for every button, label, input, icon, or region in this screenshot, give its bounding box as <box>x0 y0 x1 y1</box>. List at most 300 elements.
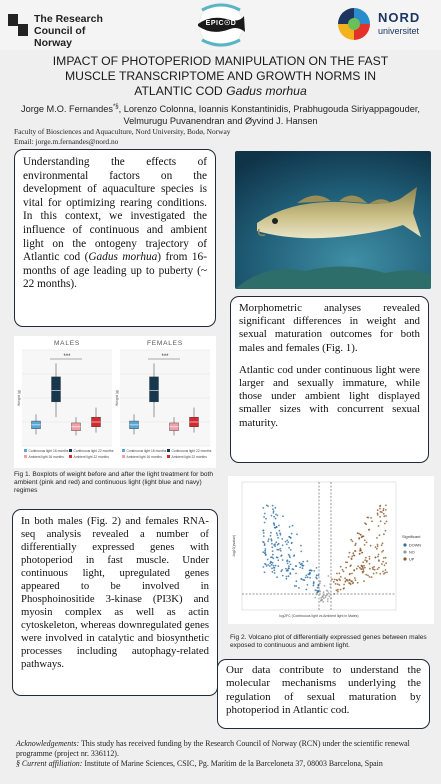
nord-sphere-icon <box>334 6 374 42</box>
fig2-gene-point <box>276 556 278 558</box>
fig2-gene-point <box>336 580 338 582</box>
fig2-gene-point <box>357 565 359 567</box>
fig2-gene-point <box>379 505 381 507</box>
title-line2: MUSCLE TRANSCRIPTOME AND GROWTH NORMS IN <box>64 69 377 83</box>
fig2-gene-point <box>327 594 329 596</box>
fig2-gene-point <box>385 515 387 517</box>
fig2-gene-point <box>359 553 361 555</box>
fig2-gene-point <box>276 532 278 534</box>
fig2-gene-point <box>280 550 282 552</box>
fig1-box <box>52 377 61 402</box>
fig1-ylabel: Weight (g) <box>115 389 119 407</box>
fig2-gene-point <box>362 572 364 574</box>
fig2-gene-point <box>316 578 318 580</box>
fig2-gene-point <box>272 508 274 510</box>
fig2-gene-point <box>381 563 383 565</box>
fig2-gene-point <box>386 572 388 574</box>
fig2-gene-point <box>336 573 338 575</box>
fig2-gene-point <box>340 576 342 578</box>
fig2-gene-point <box>373 573 375 575</box>
fig2-gene-point <box>377 509 379 511</box>
fig2-gene-point <box>384 564 386 566</box>
fig2-gene-point <box>286 560 288 562</box>
fig2-gene-point <box>300 551 302 553</box>
nord-logo-name: NORD <box>378 10 421 25</box>
fig2-gene-point <box>286 543 288 545</box>
fig2-gene-point <box>369 556 371 558</box>
fig2-gene-point <box>289 573 291 575</box>
fig2-gene-point <box>263 535 265 537</box>
fig2-caption: Fig 2. Volcano plot of differentially expressed genes between males exposed to continuous and ambient light. <box>230 634 427 649</box>
fig2-gene-point <box>311 570 313 572</box>
fig1-legend-swatch <box>167 449 170 452</box>
fig2-gene-point <box>371 576 373 578</box>
fig2-gene-point <box>351 556 353 558</box>
fig2-gene-point <box>369 576 371 578</box>
fig2-gene-point <box>273 512 275 514</box>
fig2-gene-point <box>377 544 379 546</box>
fig2-gene-point <box>313 585 315 587</box>
fig2-gene-point <box>377 545 379 547</box>
fig2-gene-point <box>363 565 365 567</box>
fig2-gene-point <box>273 510 275 512</box>
fig2-gene-point <box>273 516 275 518</box>
morph-para2: Atlantic cod under continuous light were larger and sexually immature, while those under ambient light displayed smaller sizes with concurrent sexual maturity. <box>239 363 420 429</box>
fig2-volcano <box>228 476 434 624</box>
fig2-gene-point <box>273 565 275 567</box>
fig2-gene-point <box>280 534 282 536</box>
fig2-gene-point <box>366 561 368 563</box>
fig2-gene-point <box>267 540 269 542</box>
fig2-gene-point <box>274 507 276 509</box>
rcn-mark-icon <box>6 12 30 38</box>
fig2-xlabel: log2FC (Continuous light vs Ambient light in Males) <box>279 614 359 618</box>
fig2-gene-point <box>369 563 371 565</box>
fig2-gene-point <box>385 569 387 571</box>
fig2-gene-point <box>323 597 325 599</box>
conclusion-box <box>217 659 430 729</box>
fig2-gene-point <box>282 575 284 577</box>
research-council-logo <box>6 10 116 49</box>
current-affiliation-label: § Current affiliation: <box>16 759 83 768</box>
fig2-gene-point <box>271 547 273 549</box>
fig2-gene-point <box>358 533 360 535</box>
fig2-gene-point <box>289 557 291 559</box>
fig2-gene-point <box>318 574 320 576</box>
fig2-gene-point <box>340 566 342 568</box>
fig2-gene-point <box>373 566 375 568</box>
fig2-gene-point <box>307 584 309 586</box>
fig2-gene-point <box>386 521 388 523</box>
fig2-gene-point <box>262 551 264 553</box>
fig2-gene-point <box>334 593 336 595</box>
fig2-gene-point <box>278 525 280 527</box>
fig2-gene-point <box>272 571 274 573</box>
title-line3: ATLANTIC COD <box>134 84 227 98</box>
fig2-gene-point <box>351 580 353 582</box>
fig1-ylabel: Weight (g) <box>17 389 21 407</box>
fig2-gene-point <box>377 514 379 516</box>
fig2-gene-point <box>321 599 323 601</box>
fig2-gene-point <box>308 573 310 575</box>
fig2-gene-point <box>288 575 290 577</box>
fig2-gene-point <box>325 595 327 597</box>
fig2-gene-point <box>271 543 273 545</box>
conclusion-text: Our data contribute to understand the molecular mechanisms underlying the regulation of sexual maturation by photoperiod in Atlantic cod. <box>226 664 421 717</box>
fig2-gene-point <box>364 539 366 541</box>
fig2-gene-point <box>265 518 267 520</box>
fig2-gene-point <box>301 563 303 565</box>
fig2-gene-point <box>385 509 387 511</box>
title-species: Gadus morhua <box>226 84 307 98</box>
morph-para1: Morphometric analyses revealed significant differences in weight and sexual maturation outcomes for both males and females (Fig. 1). <box>239 302 420 354</box>
fig1-legend-swatch <box>24 455 27 458</box>
rnaseq-box <box>12 509 218 696</box>
fig2-gene-point <box>292 569 294 571</box>
fig2-gene-point <box>378 525 380 527</box>
fig2-gene-point <box>351 558 353 560</box>
fig2-gene-point <box>355 543 357 545</box>
fig2-gene-point <box>286 570 288 572</box>
fig2-gene-point <box>359 567 361 569</box>
fig2-svg <box>228 476 434 624</box>
title-line1: IMPACT OF PHOTOPERIOD MANIPULATION ON THE FAST <box>52 54 389 68</box>
fig2-gene-point <box>270 532 272 534</box>
fig2-legend-label: UP <box>409 557 415 562</box>
fig2-gene-point <box>262 541 264 543</box>
fig2-gene-point <box>319 581 321 583</box>
rcn-logo-line1: The Research <box>34 13 103 25</box>
fig2-gene-point <box>272 505 274 507</box>
fig2-gene-point <box>360 568 362 570</box>
fig2-gene-point <box>357 582 359 584</box>
intro-text-2: ) from 16-months of age leading up to puberty (~ 22 months). <box>23 251 207 291</box>
fig2-gene-point <box>381 544 383 546</box>
fig1-significance: *** <box>63 354 71 360</box>
author-first: Jorge M.O. Fernandes <box>21 104 113 115</box>
fig2-gene-point <box>355 550 357 552</box>
fig2-gene-point <box>295 573 297 575</box>
authors-line2: Velmurugu Puvanendran and Øyvind J. Hansen <box>123 116 318 127</box>
ack-label: Acknowledgements: <box>16 739 80 748</box>
fig2-gene-point <box>351 573 353 575</box>
fig2-gene-point <box>382 510 384 512</box>
fig2-gene-point <box>277 537 279 539</box>
fig2-gene-point <box>302 567 304 569</box>
fig2-gene-point <box>277 534 279 536</box>
fig2-gene-point <box>306 575 308 577</box>
fig1-legend-label: Continuous light 16 months <box>126 449 167 453</box>
fig2-gene-point <box>326 590 328 592</box>
fig2-gene-point <box>271 564 273 566</box>
fig2-gene-point <box>299 562 301 564</box>
fig2-gene-point <box>286 576 288 578</box>
affiliation-email: Email: jorge.m.fernandes@nord.no <box>14 136 119 146</box>
fig2-gene-point <box>354 577 356 579</box>
fig2-gene-point <box>348 556 350 558</box>
fig2-gene-point <box>361 552 363 554</box>
fig1-legend-label: Ambient light 22 months <box>73 455 109 459</box>
fig2-gene-point <box>272 562 274 564</box>
fig2-gene-point <box>281 555 283 557</box>
fig2-gene-point <box>382 561 384 563</box>
authors <box>8 101 433 127</box>
fig2-gene-point <box>349 580 351 582</box>
fig2-gene-point <box>291 533 293 535</box>
fig2-gene-point <box>290 564 292 566</box>
fig2-gene-point <box>317 587 319 589</box>
fig2-gene-point <box>364 559 366 561</box>
fig2-gene-point <box>383 573 385 575</box>
fig2-gene-point <box>293 555 295 557</box>
fig2-gene-point <box>290 537 292 539</box>
fig2-gene-point <box>265 548 267 550</box>
fig2-gene-point <box>337 583 339 585</box>
fig2-gene-point <box>281 569 283 571</box>
fig2-gene-point <box>331 579 333 581</box>
fig2-gene-point <box>378 560 380 562</box>
fig2-gene-point <box>316 594 318 596</box>
fig2-gene-point <box>289 526 291 528</box>
fig2-gene-point <box>279 530 281 532</box>
fig2-gene-point <box>288 567 290 569</box>
fig2-gene-point <box>338 578 340 580</box>
fig2-gene-point <box>365 523 367 525</box>
fig2-gene-point <box>376 537 378 539</box>
fig2-gene-point <box>378 567 380 569</box>
fig2-gene-point <box>296 533 298 535</box>
fig2-gene-point <box>274 527 276 529</box>
fig2-gene-point <box>269 562 271 564</box>
fig2-gene-point <box>277 559 279 561</box>
fig2-gene-point <box>328 596 330 598</box>
fig2-gene-point <box>264 552 266 554</box>
fig2-gene-point <box>275 514 277 516</box>
fig2-gene-point <box>339 584 341 586</box>
fig2-gene-point <box>377 556 379 558</box>
morphometric-box <box>230 296 429 463</box>
fig2-gene-point <box>330 597 332 599</box>
fig2-gene-point <box>385 505 387 507</box>
fig2-gene-point <box>385 562 387 564</box>
fig2-gene-point <box>366 542 368 544</box>
fig2-gene-point <box>299 567 301 569</box>
fig2-gene-point <box>383 557 385 559</box>
fig2-gene-point <box>371 520 373 522</box>
fig2-gene-point <box>288 547 290 549</box>
fig1-legend-label: Ambient light 22 months <box>171 455 207 459</box>
fig2-gene-point <box>362 569 364 571</box>
fig2-gene-point <box>329 586 331 588</box>
fig2-gene-point <box>352 552 354 554</box>
fig2-gene-point <box>327 598 329 600</box>
fig2-gene-point <box>362 561 364 563</box>
fig2-legend-label: NO <box>409 550 415 555</box>
nord-logo-sub: universitet <box>378 26 420 36</box>
fig2-gene-point <box>327 600 329 602</box>
fig2-gene-point <box>282 515 284 517</box>
fig2-legend-dot <box>403 543 406 546</box>
fig1-panel-title: FEMALES <box>147 340 183 347</box>
fig2-gene-point <box>344 577 346 579</box>
fig1-legend-swatch <box>167 455 170 458</box>
fig2-gene-point <box>376 548 378 550</box>
fig2-gene-point <box>369 558 371 560</box>
fig2-gene-point <box>287 563 289 565</box>
fig2-gene-point <box>301 578 303 580</box>
epicod-logo <box>182 2 260 48</box>
fig2-gene-point <box>295 585 297 587</box>
fig2-gene-point <box>383 508 385 510</box>
fig2-gene-point <box>342 569 344 571</box>
fig1-caption: Fig 1. Boxplots of weight before and after the light treatment for both ambient (pink and red) and continuous light (light blue and navy) regimes <box>14 471 214 494</box>
fig1-legend-swatch <box>122 449 125 452</box>
fig2-gene-point <box>372 567 374 569</box>
fig2-gene-point <box>275 565 277 567</box>
fig2-gene-point <box>263 516 265 518</box>
fig2-gene-point <box>317 591 319 593</box>
fig2-gene-point <box>333 581 335 583</box>
fig2-gene-point <box>328 575 330 577</box>
fig2-gene-point <box>322 595 324 597</box>
fig2-gene-point <box>379 534 381 536</box>
fig2-gene-point <box>304 579 306 581</box>
fig2-gene-point <box>353 569 355 571</box>
fig1-legend-label: Ambient light 16 months <box>126 455 162 459</box>
fig2-gene-point <box>343 584 345 586</box>
fig2-gene-point <box>262 530 264 532</box>
fig2-gene-point <box>363 580 365 582</box>
fig2-gene-point <box>271 567 273 569</box>
fig2-gene-point <box>298 587 300 589</box>
fig2-gene-point <box>356 568 358 570</box>
fig2-gene-point <box>271 540 273 542</box>
fig2-gene-point <box>282 544 284 546</box>
fig2-gene-point <box>291 542 293 544</box>
fig2-gene-point <box>263 532 265 534</box>
fig2-gene-point <box>346 562 348 564</box>
fig2-gene-point <box>320 597 322 599</box>
fig2-gene-point <box>345 567 347 569</box>
fig2-gene-point <box>349 552 351 554</box>
fig2-gene-point <box>377 512 379 514</box>
fig2-gene-point <box>319 582 321 584</box>
fig2-gene-point <box>324 585 326 587</box>
fig2-gene-point <box>337 591 339 593</box>
epicod-logo-text: EPIC☉D <box>205 20 237 27</box>
fig2-gene-point <box>344 581 346 583</box>
fig2-gene-point <box>273 569 275 571</box>
fig2-gene-point <box>349 573 351 575</box>
fig2-gene-point <box>286 540 288 542</box>
intro-box <box>14 149 216 327</box>
fig2-gene-point <box>265 554 267 556</box>
fig2-gene-point <box>305 589 307 591</box>
fig2-gene-point <box>372 568 374 570</box>
fig2-gene-point <box>383 533 385 535</box>
fig2-gene-point <box>364 567 366 569</box>
fig2-gene-point <box>276 526 278 528</box>
fig2-gene-point <box>360 548 362 550</box>
fig2-gene-point <box>367 575 369 577</box>
fig2-gene-point <box>383 513 385 515</box>
rcn-logo-line2: Council of Norway <box>34 25 86 49</box>
fig2-gene-point <box>340 589 342 591</box>
fig2-gene-point <box>379 508 381 510</box>
fig2-gene-point <box>277 565 279 567</box>
fig2-gene-point <box>272 550 274 552</box>
fig2-gene-point <box>278 549 280 551</box>
fig2-ylabel: -log10(pvalue) <box>232 534 236 558</box>
fig2-gene-point <box>359 550 361 552</box>
ack-text: This study has received funding by the Research Council of Norway (RCN) under the scientific renewal programme (project nr. 336112). <box>16 739 410 758</box>
fig2-gene-point <box>288 565 290 567</box>
fig2-gene-point <box>287 541 289 543</box>
fig2-gene-point <box>285 568 287 570</box>
fig2-gene-point <box>266 565 268 567</box>
fig2-gene-point <box>343 587 345 589</box>
fig2-gene-point <box>337 589 339 591</box>
fig1-svg <box>14 336 216 468</box>
fig2-gene-point <box>264 571 266 573</box>
fig2-gene-point <box>266 505 268 507</box>
fig2-gene-point <box>276 576 278 578</box>
fig2-gene-point <box>338 573 340 575</box>
fig2-legend-label: DOWN <box>409 543 422 548</box>
fig2-gene-point <box>385 530 387 532</box>
fig2-gene-point <box>350 564 352 566</box>
fig1-panel-title: MALES <box>53 340 81 347</box>
fig2-gene-point <box>278 543 280 545</box>
fig2-legend-dot <box>403 557 406 560</box>
fig2-gene-point <box>296 580 298 582</box>
fig2-gene-point <box>274 524 276 526</box>
fig2-gene-point <box>328 592 330 594</box>
fig2-gene-point <box>335 583 337 585</box>
fig2-gene-point <box>286 578 288 580</box>
fig2-gene-point <box>272 554 274 556</box>
fig2-gene-point <box>323 594 325 596</box>
fig2-gene-point <box>264 550 266 552</box>
fig2-gene-point <box>380 511 382 513</box>
fig2-gene-point <box>267 564 269 566</box>
affiliation <box>14 127 434 146</box>
fig1-boxplots <box>14 336 216 468</box>
fig2-gene-point <box>289 561 291 563</box>
fig2-gene-point <box>270 538 272 540</box>
fig2-gene-point <box>302 561 304 563</box>
intro-species: Gadus morhua <box>88 251 158 264</box>
fig2-gene-point <box>314 597 316 599</box>
intro-text-1: Understanding the effects of environmental factors on the development of aquaculture species is vital for optimizing rearing conditions. In this context, we investigated the influence of continuous and ambient light on the ontogeny trajectory of Atlantic cod ( <box>23 156 207 264</box>
fig2-gene-point <box>300 545 302 547</box>
fig2-gene-point <box>279 548 281 550</box>
fig2-gene-point <box>354 555 356 557</box>
fig2-gene-point <box>272 558 274 560</box>
fig2-gene-point <box>313 582 315 584</box>
fig2-gene-point <box>368 529 370 531</box>
fig2-gene-point <box>367 517 369 519</box>
affiliation-line1: Faculty of Biosciences and Aquaculture, Nord University, Bodø, Norway <box>14 127 231 136</box>
fig2-gene-point <box>307 576 309 578</box>
fig2-legend-dot <box>403 550 406 553</box>
fig2-gene-point <box>375 546 377 548</box>
fig2-gene-point <box>277 515 279 517</box>
fig2-gene-point <box>309 572 311 574</box>
fig2-gene-point <box>264 522 266 524</box>
fig2-gene-point <box>270 535 272 537</box>
fig1-legend-swatch <box>69 455 72 458</box>
